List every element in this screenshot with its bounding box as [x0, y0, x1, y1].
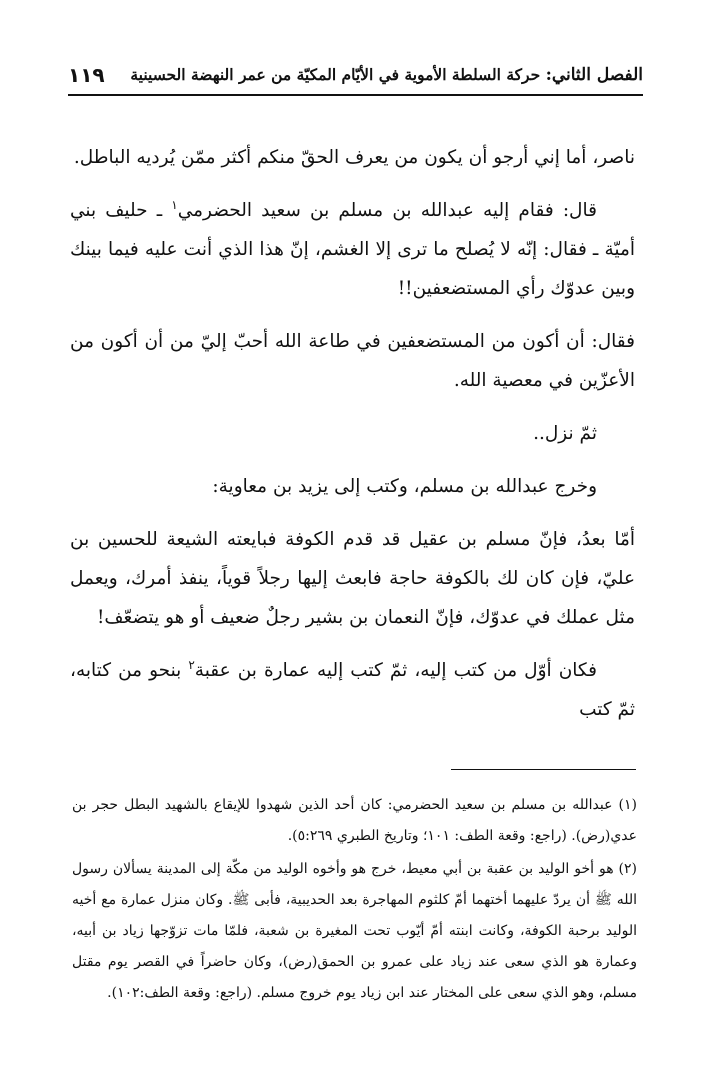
- footnote-ref-2[interactable]: ٢: [188, 657, 195, 672]
- running-header: [68, 60, 643, 90]
- paragraph-4: ثمّ نزل..: [533, 423, 597, 444]
- chapter-label: الفصل الثاني:: [545, 65, 643, 85]
- paragraph-5: وخرج عبدالله بن مسلم، وكتب إلى يزيد بن معاوية:: [212, 476, 597, 497]
- paragraph-2-part-b: ـ حليف بني أميّة ـ فقال: إنّه لا يُصلح ما ترى إلا الغشم، إنّ هذا الذي أنت عليه فيما بينك وبين عدوّك رأي المستضعفين!!: [70, 200, 635, 299]
- header-divider: [68, 94, 643, 96]
- paragraph-2-part-a: قال: فقام إليه عبدالله بن مسلم بن سعيد الحضرمي: [177, 200, 597, 221]
- chapter-title: حركة السلطة الأموية في الأيّام المكيّة من عمر النهضة الحسينية: [130, 65, 541, 84]
- paragraph-7-part-b: بنحو من كتابه، ثمّ كتب: [70, 660, 635, 720]
- paragraph-2: [70, 191, 635, 308]
- footnote-ref-1[interactable]: ١: [171, 197, 178, 212]
- paragraph-7-part-a: فكان أوّل من كتب إليه، ثمّ كتب إليه عمارة بن عقبة: [194, 660, 597, 681]
- paragraph-6: أمّا بعدُ، فإنّ مسلم بن عقيل قد قدم الكوفة فبايعته الشيعة للحسين بن عليّ، فإن كان لك بالكوفة حاجة فابعث إليها رجلاً قوياً، ينفذ أمرك، ويعمل مثل عملك في عدوّك، فإنّ النعمان بن بشير رجلٌ ضعيف أو هو يتضعّف!: [70, 529, 635, 628]
- footnote-divider: [451, 769, 636, 770]
- main-text: [70, 138, 635, 729]
- chapter-heading: [130, 65, 643, 85]
- paragraph-3: فقال: أن أكون من المستضعفين في طاعة الله أحبّ إليّ من أن أكون من الأعزّين في معصية الله.: [70, 331, 635, 391]
- footnote-1: (١) عبدالله بن مسلم بن سعيد الحضرمي: كان أحد الذين شهدوا للإيقاع بالشهيد البطل حجر بن عدي(رض). (راجع: وقعة الطف: ١٠١؛ وتاريخ الطبري ٥:٢٦٩).: [72, 797, 637, 844]
- footnotes: [72, 790, 637, 1009]
- page-number: ١١٩: [68, 63, 105, 87]
- paragraph-1: ناصر، أما إني أرجو أن يكون من يعرف الحقّ منكم أكثر ممّن يُرديه الباطل.: [73, 147, 635, 168]
- footnote-2: (٢) هو أخو الوليد بن عقبة بن أبي معيط، خرج هو وأخوه الوليد من مكّة إلى المدينة يسألان رسول الله ﷺ أن يردّ عليهما أختهما أمّ كلثوم المهاجرة بعد الحديبية، فأبى ﷺ. وكان منزل عمارة مع أخيه الوليد برحبة الكوفة، وكانت ابنته أمّ أيّوب تحت المغيرة بن شعبة، فلمّا مات تزوّجها زياد بن أبيه، وعمارة هو الذي سعى عند زياد على عمرو بن الحمق(رض)، وكان حاضراً في القصر يوم مقتل مسلم، وهو الذي سعى على المختار عند ابن زياد يوم خروج مسلم. (راجع: وقعة الطف:١٠٢).: [72, 861, 637, 1001]
- paragraph-7: [70, 651, 635, 729]
